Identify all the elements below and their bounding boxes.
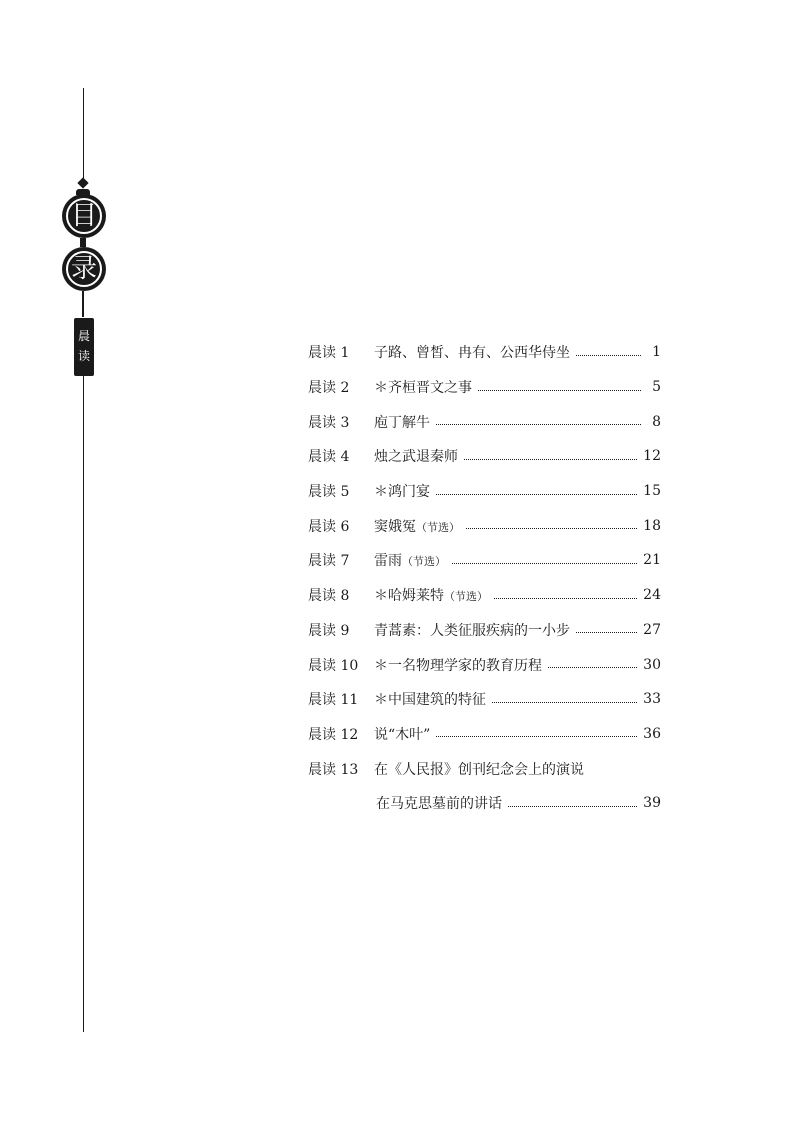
toc-page: 36 (643, 725, 661, 742)
dot-leader (452, 563, 637, 564)
toc-label: 晨读 12 (308, 726, 359, 743)
toc-title: 说“木叶” (374, 726, 431, 743)
toc-title: 烛之武退秦师 (374, 449, 458, 466)
heading-char-1: 目 (70, 201, 97, 231)
dot-leader (436, 494, 637, 495)
section-tag-char-1: 晨 (77, 329, 90, 343)
toc-page: 18 (643, 517, 661, 534)
toc-row[interactable] (308, 717, 661, 752)
toc-label: 晨读 2 (308, 380, 350, 397)
toc-label: 晨读 5 (308, 484, 350, 501)
toc-title: ＊中国建筑的特征 (374, 692, 486, 709)
toc-title: ＊齐桓晋文之事 (374, 380, 472, 397)
toc-title: 雷雨（节选） (374, 553, 446, 570)
toc-label: 晨读 4 (308, 449, 350, 466)
toc-page: 39 (643, 795, 661, 812)
toc-page: 24 (643, 587, 661, 604)
toc-note: （节选） (444, 590, 488, 604)
toc-row[interactable] (308, 543, 661, 578)
toc-row-continuation[interactable] (308, 786, 661, 821)
toc-label: 晨读 3 (308, 414, 350, 431)
toc-page: 15 (643, 483, 661, 500)
toc-title: ＊哈姆莱特（节选） (374, 588, 488, 605)
toc-title: ＊一名物理学家的教育历程 (374, 657, 542, 674)
toc-page: 5 (652, 379, 661, 396)
toc-label: 晨读 7 (308, 553, 350, 570)
toc-row[interactable] (308, 439, 661, 474)
toc-page: 12 (643, 448, 661, 465)
toc-title: 子路、曾皙、冉有、公西华侍坐 (374, 345, 570, 362)
toc-row[interactable] (308, 647, 661, 682)
toc-title: 庖丁解牛 (374, 414, 430, 431)
lantern-lu (62, 247, 106, 291)
toc-title: 在马克思墓前的讲话 (376, 796, 502, 813)
toc-row[interactable] (308, 682, 661, 717)
toc-row[interactable] (308, 370, 661, 405)
lantern-link (80, 238, 86, 247)
toc-label: 晨读 8 (308, 588, 350, 605)
toc-row[interactable] (308, 404, 661, 439)
toc-page: 30 (643, 656, 661, 673)
toc-row[interactable] (308, 613, 661, 648)
dot-leader (492, 702, 637, 703)
section-tag (74, 318, 94, 376)
dot-leader (436, 736, 637, 737)
dot-leader (478, 390, 641, 391)
dot-leader (576, 632, 637, 633)
dot-leader (436, 424, 641, 425)
toc-label: 晨读 9 (308, 622, 350, 639)
toc-page: 27 (643, 621, 661, 638)
toc-title: ＊鸿门宴 (374, 484, 430, 501)
dot-leader (508, 806, 637, 807)
dot-leader (576, 355, 641, 356)
toc-page: 8 (652, 413, 661, 430)
toc-label: 晨读 11 (308, 692, 359, 709)
toc-title: 青蒿素：人类征服疾病的一小步 (374, 622, 570, 639)
toc-row[interactable] (308, 751, 661, 786)
knot-ornament (77, 177, 88, 188)
lantern-mu (62, 194, 106, 238)
lantern-string (82, 291, 84, 317)
toc-page: 21 (643, 552, 661, 569)
toc-label: 晨读 6 (308, 518, 350, 535)
section-tag-char-2: 读 (77, 349, 90, 363)
toc-label: 晨读 13 (308, 761, 359, 778)
table-of-contents (308, 335, 661, 821)
toc-page: 1 (652, 344, 661, 361)
toc-title: 窦娥冤（节选） (374, 518, 460, 535)
dot-leader (548, 667, 637, 668)
toc-row[interactable] (308, 474, 661, 509)
toc-label: 晨读 1 (308, 345, 350, 362)
dot-leader (464, 459, 637, 460)
toc-label: 晨读 10 (308, 657, 359, 674)
toc-note: （节选） (416, 520, 460, 534)
toc-row[interactable] (308, 508, 661, 543)
decorative-line-bottom (83, 376, 84, 1032)
heading-char-2: 录 (70, 254, 97, 284)
dot-leader (466, 528, 637, 529)
toc-row[interactable] (308, 578, 661, 613)
toc-page: 33 (643, 691, 661, 708)
toc-title: 在《人民报》创刊纪念会上的演说 (374, 761, 584, 778)
toc-note: （节选） (402, 555, 446, 569)
decorative-line-top (83, 88, 84, 180)
toc-row[interactable] (308, 335, 661, 370)
dot-leader (494, 598, 637, 599)
